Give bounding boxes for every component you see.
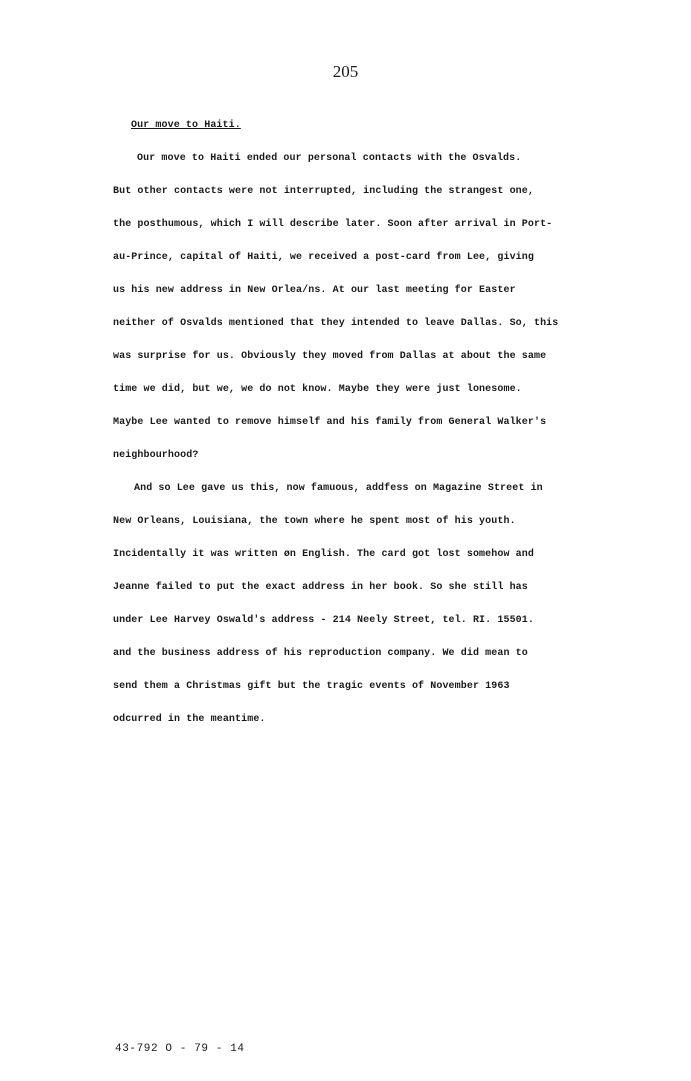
text-line: New Orleans, Louisiana, the town where he spent most of his youth.: [113, 516, 516, 527]
text-line: Maybe Lee wanted to remove himself and his family from General Walker's: [113, 417, 547, 428]
text-line: au-Prince, capital of Haiti, we received a post-card from Lee, giving: [113, 252, 534, 263]
text-line: And so Lee gave us this, now famuous, addfess on Magazine Street in: [134, 483, 543, 494]
text-line: was surprise for us. Obviously they moved from Dallas at about the same: [113, 351, 547, 362]
text-line: neighbourhood?: [113, 450, 199, 461]
footer-code: 43-792 O - 79 - 14: [115, 1043, 245, 1055]
text-line: time we did, but we, we do not know. Maybe they were just lonesome.: [113, 384, 522, 395]
text-line: the posthumous, which I will describe later. Soon after arrival in Port-: [113, 219, 553, 230]
text-line: Our move to Haiti ended our personal contacts with the Osvalds.: [137, 153, 522, 164]
text-line: under Lee Harvey Oswald's address - 214 Neely Street, tel. RI. 15501.: [113, 615, 534, 626]
text-line: odcurred in the meantime.: [113, 714, 266, 725]
text-line: neither of Osvalds mentioned that they intended to leave Dallas. So, this: [113, 318, 559, 329]
text-line: and the business address of his reproduction company. We did mean to: [113, 648, 528, 659]
text-line: send them a Christmas gift but the tragic events of November 1963: [113, 681, 510, 692]
page-number: 205: [332, 62, 359, 81]
section-heading: Our move to Haiti.: [131, 120, 241, 131]
text-line: But other contacts were not interrupted, including the strangest one,: [113, 186, 534, 197]
text-line: Incidentally it was written øn English. The card got lost somehow and: [113, 549, 534, 560]
text-line: Jeanne failed to put the exact address in her book. So she still has: [113, 582, 528, 593]
text-line: us his new address in New Orlea/ns. At our last meeting for Easter: [113, 285, 516, 296]
